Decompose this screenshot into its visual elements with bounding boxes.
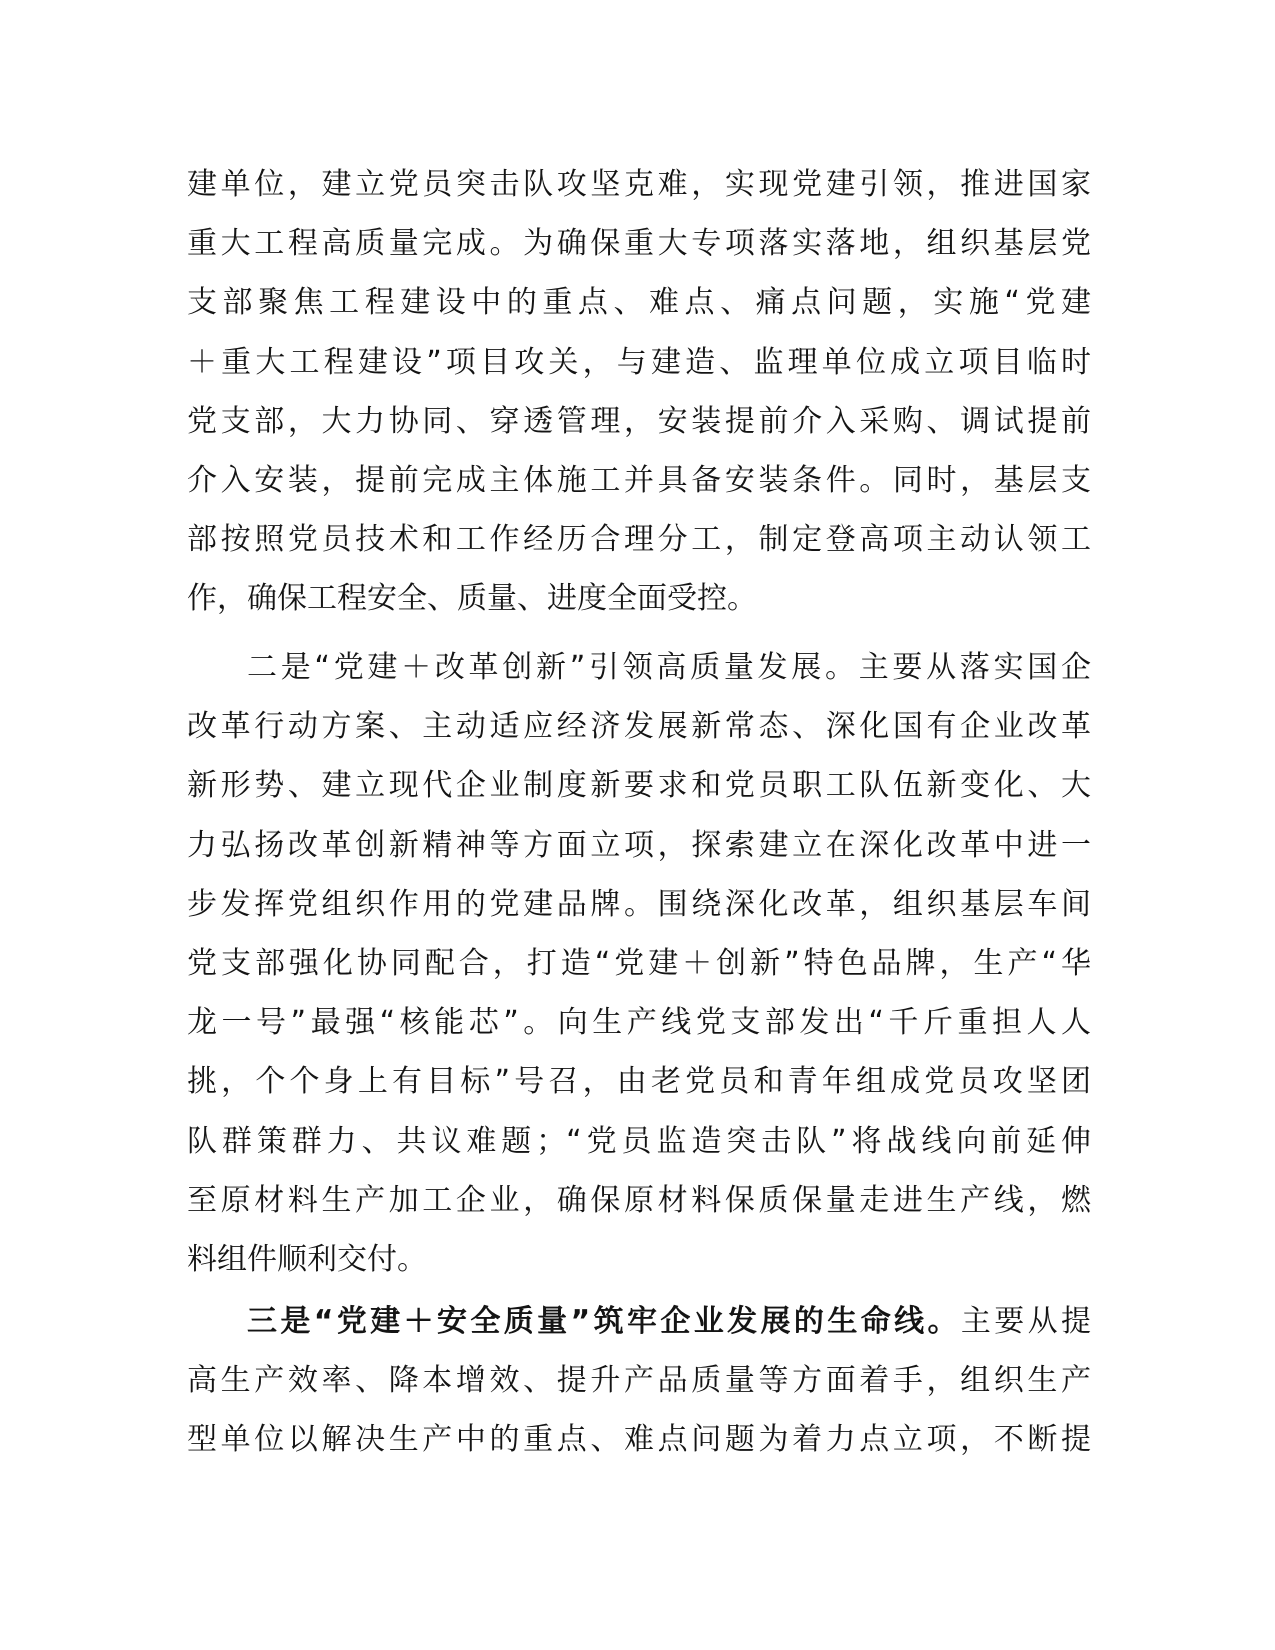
text-line: ＋重大工程建设”项目攻关，与建造、监理单位成立项目临时	[187, 344, 1091, 380]
text-line: 至原材料生产加工企业，确保原材料保质保量走进生产线，燃	[187, 1182, 1091, 1218]
text-line: 料组件顺利交付。	[187, 1241, 427, 1277]
text-line: 龙一号”最强“核能芯”。向生产线党支部发出“千斤重担人人	[187, 1005, 1091, 1041]
text-line: 作，确保工程安全、质量、进度全面受控。	[187, 581, 757, 617]
text-line: 挑，个个身上有目标”号召，由老党员和青年组成党员攻坚团	[187, 1064, 1091, 1100]
text-line: 二是“党建＋改革创新”引领高质量发展。主要从落实国企	[247, 650, 1091, 685]
text-line: 步发挥党组织作用的党建品牌。围绕深化改革，组织基层车间	[187, 886, 1091, 922]
text-line: 重大工程高质量完成。为确保重大专项落实落地，组织基层党	[187, 226, 1091, 262]
text-line: 部按照党员技术和工作经历合理分工，制定登高项主动认领工	[187, 522, 1091, 558]
text-line: 支部聚焦工程建设中的重点、难点、痛点问题，实施“党建	[187, 285, 1091, 321]
text-line: 型单位以解决生产中的重点、难点问题为着力点立项，不断提	[187, 1422, 1091, 1458]
paragraph-section-three	[187, 1292, 1091, 1470]
text-line: 党支部，大力协同、穿透管理，安装提前介入采购、调试提前	[187, 403, 1091, 439]
text-line: 力弘扬改革创新精神等方面立项，探索建立在深化改革中进一	[187, 827, 1091, 863]
text-line: 介入安装，提前完成主体施工并具备安装条件。同时，基层支	[187, 462, 1091, 498]
text-line: 队群策群力、共议难题；“党员监造突击队”将战线向前延伸	[187, 1123, 1091, 1159]
section-heading: 三是“党建＋安全质量”筑牢企业发展的生命线。	[247, 1304, 961, 1339]
text-line: 建单位，建立党员突击队攻坚克难，实现党建引领，推进国家	[187, 167, 1091, 202]
text-line: 党支部强化协同配合，打造“党建＋创新”特色品牌，生产“华	[187, 945, 1091, 981]
paragraph-intro-continuation	[187, 155, 1091, 629]
text-line-lead	[187, 1292, 1091, 1351]
lead-tail-text: 主要从提	[960, 1304, 1092, 1339]
text-line: 改革行动方案、主动适应经济发展新常态、深化国有企业改革	[187, 709, 1091, 745]
paragraph-section-two	[187, 638, 1091, 1289]
text-line: 高生产效率、降本增效、提升产品质量等方面着手，组织生产	[187, 1363, 1091, 1399]
text-line: 新形势、建立现代企业制度新要求和党员职工队伍新变化、大	[187, 768, 1091, 804]
